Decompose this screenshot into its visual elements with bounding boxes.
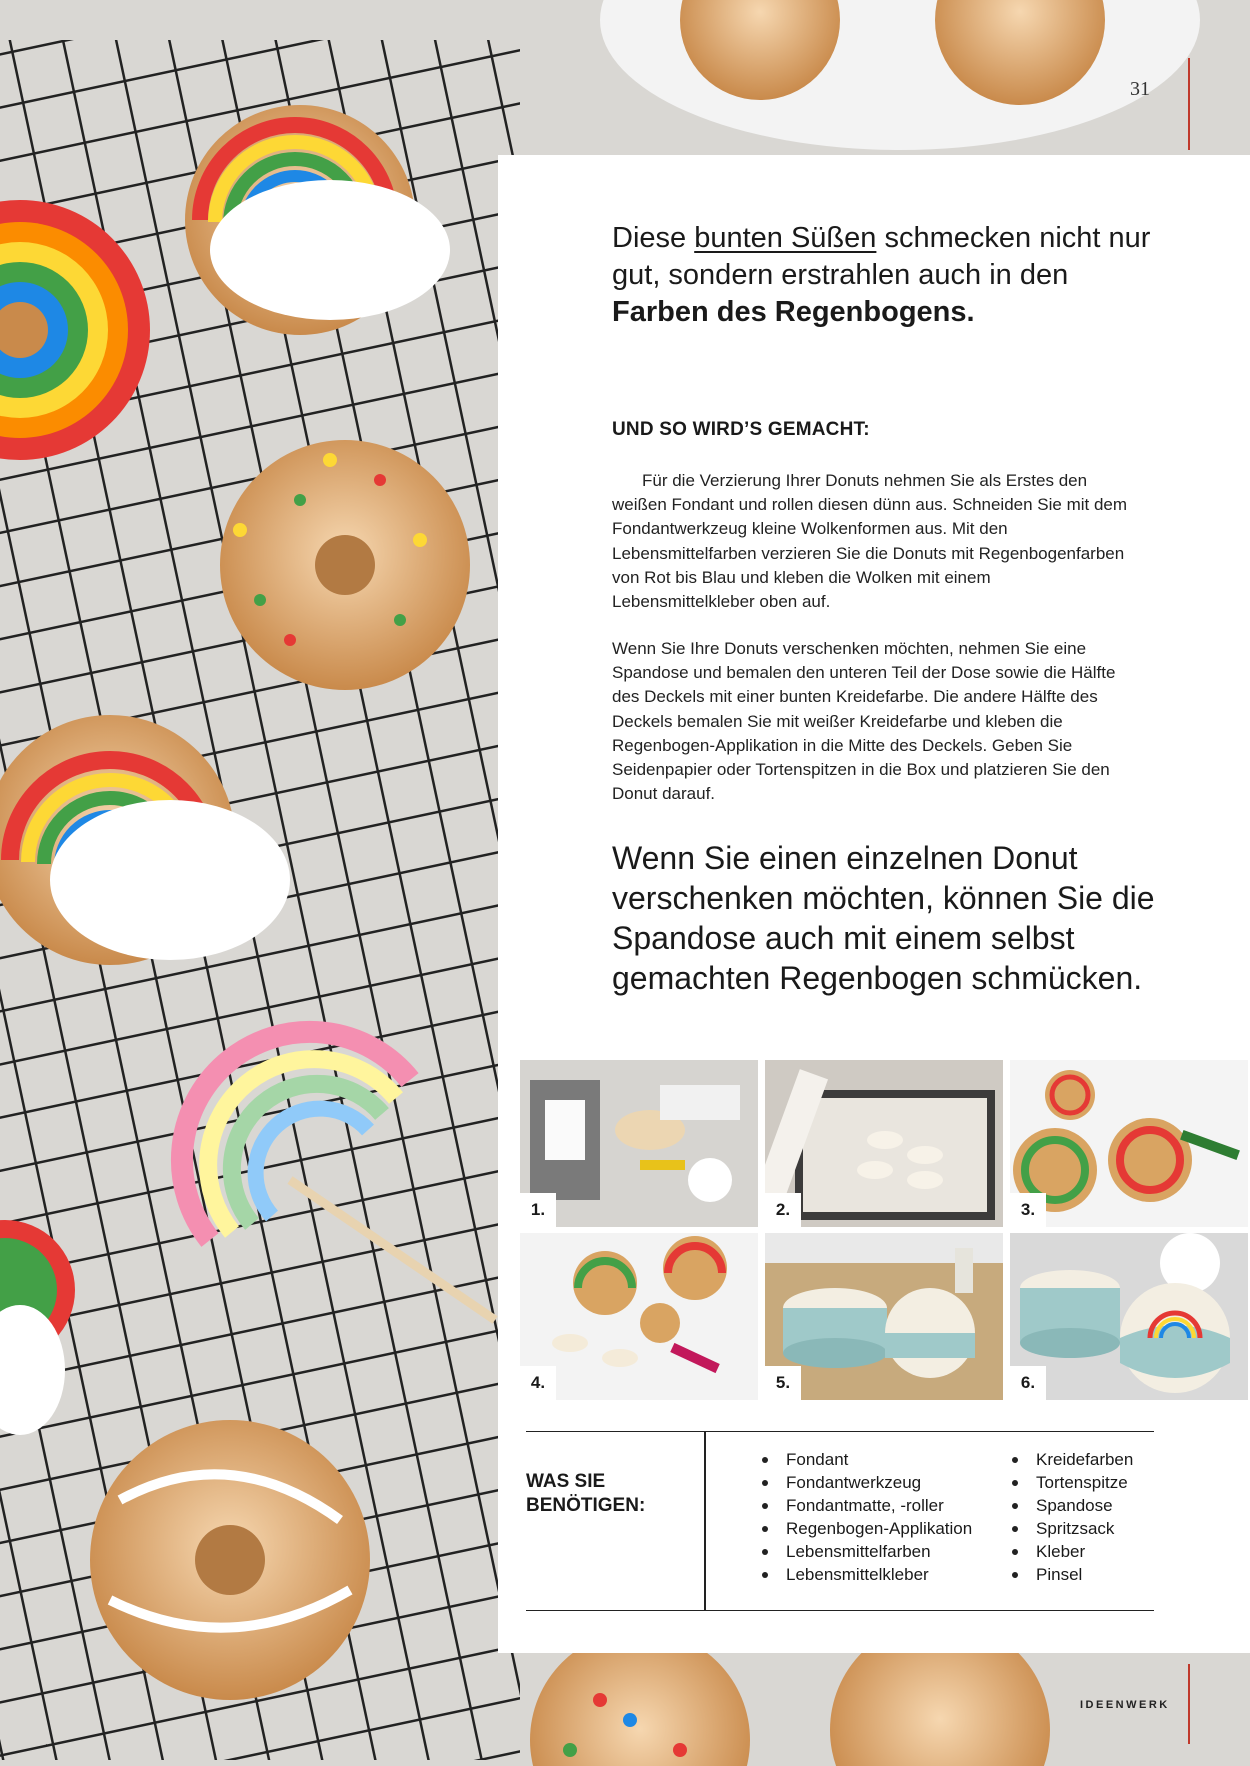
materials-box (526, 1431, 1154, 1611)
list-item: Fondantmatte, -roller (758, 1494, 972, 1517)
paragraph-1-text: Für die Verzierung Ihrer Donuts nehmen Sie als Erstes den weißen Fondant und rollen diesen dünn aus. Schneiden Sie mit dem Fondantwerkzeug kleine Wolkenformen aus. Mit den Lebensmittelfarben verzieren Sie die Donuts mit Regenbogenfarben von Rot bis Blau und kleben die Wolken mit einem Lebensmittelkleber oben auf. (612, 471, 1128, 612)
page-number: 31 (1130, 78, 1150, 100)
list-item: Fondant (758, 1448, 972, 1471)
materials-list-2 (1008, 1448, 1133, 1586)
step-photo-grid (520, 1060, 1250, 1405)
step-photo-4 (520, 1233, 758, 1400)
step-photo-1 (520, 1060, 758, 1227)
list-item: Spritzsack (1008, 1517, 1133, 1540)
instructions-title: UND SO WIRD’S GEMACHT: (612, 419, 870, 440)
step-photo-6 (1010, 1233, 1248, 1400)
pull-quote: Wenn Sie einen einzelnen Donut verschenken möchten, können Sie die Spandose auch mit einem selbst gemachten Regenbogen schmücken. (612, 840, 1155, 996)
list-item: Regenbogen-Applikation (758, 1517, 972, 1540)
step-number: 3. (1010, 1193, 1046, 1227)
instructions-paragraph-2 (612, 637, 1132, 806)
list-item: Fondantwerkzeug (758, 1471, 972, 1494)
list-item: Tortenspitze (1008, 1471, 1133, 1494)
step-photo-2 (765, 1060, 1003, 1227)
brand-footer: IDEENWERK (1080, 1699, 1170, 1711)
page-edge-rule-bottom (1188, 1664, 1190, 1744)
step-number: 5. (765, 1366, 801, 1400)
intro-text-1: Diese (612, 222, 695, 254)
list-item: Pinsel (1008, 1563, 1133, 1586)
step-photo-5 (765, 1233, 1003, 1400)
step-photo-3 (1010, 1060, 1248, 1227)
step-number: 6. (1010, 1366, 1046, 1400)
intro-text-2: schmecken nicht nur gut, sondern erstrahlen auch in den (612, 222, 1151, 291)
step-number: 4. (520, 1366, 556, 1400)
materials-divider (704, 1432, 706, 1610)
list-item: Lebensmittelkleber (758, 1563, 972, 1586)
list-item: Kleber (1008, 1540, 1133, 1563)
page-edge-rule-top (1188, 58, 1190, 150)
paragraph-2-text: Wenn Sie Ihre Donuts verschenken möchten, nehmen Sie eine Spandose und bemalen den unteren Teil der Dose sowie die Hälfte des Deckels mit einer bunten Kreidefarbe. Die andere Hälfte des Deckels bemalen Sie mit weißer Kreidefarbe und kleben die Regenbogen-Applikation in die Mitte des Deckels. Geben Sie Seidenpapier oder Tortenspitzen in die Box und platzieren Sie den Donut darauf. (612, 639, 1116, 804)
list-item: Lebensmittelfarben (758, 1540, 972, 1563)
intro-bold: Farben des Regenbogens. (612, 296, 975, 328)
materials-list-1 (758, 1448, 972, 1586)
intro-underlined: bunten Süßen (694, 222, 877, 254)
intro-heading (612, 220, 1172, 331)
materials-label-line-1: WAS SIE (526, 1471, 606, 1492)
instructions-paragraph-1 (612, 469, 1132, 614)
list-item: Spandose (1008, 1494, 1133, 1517)
list-item: Kreidefarben (1008, 1448, 1133, 1471)
materials-label (526, 1470, 645, 1518)
materials-label-line-2: BENÖTIGEN: (526, 1495, 646, 1516)
step-number: 2. (765, 1193, 801, 1227)
step-number: 1. (520, 1193, 556, 1227)
